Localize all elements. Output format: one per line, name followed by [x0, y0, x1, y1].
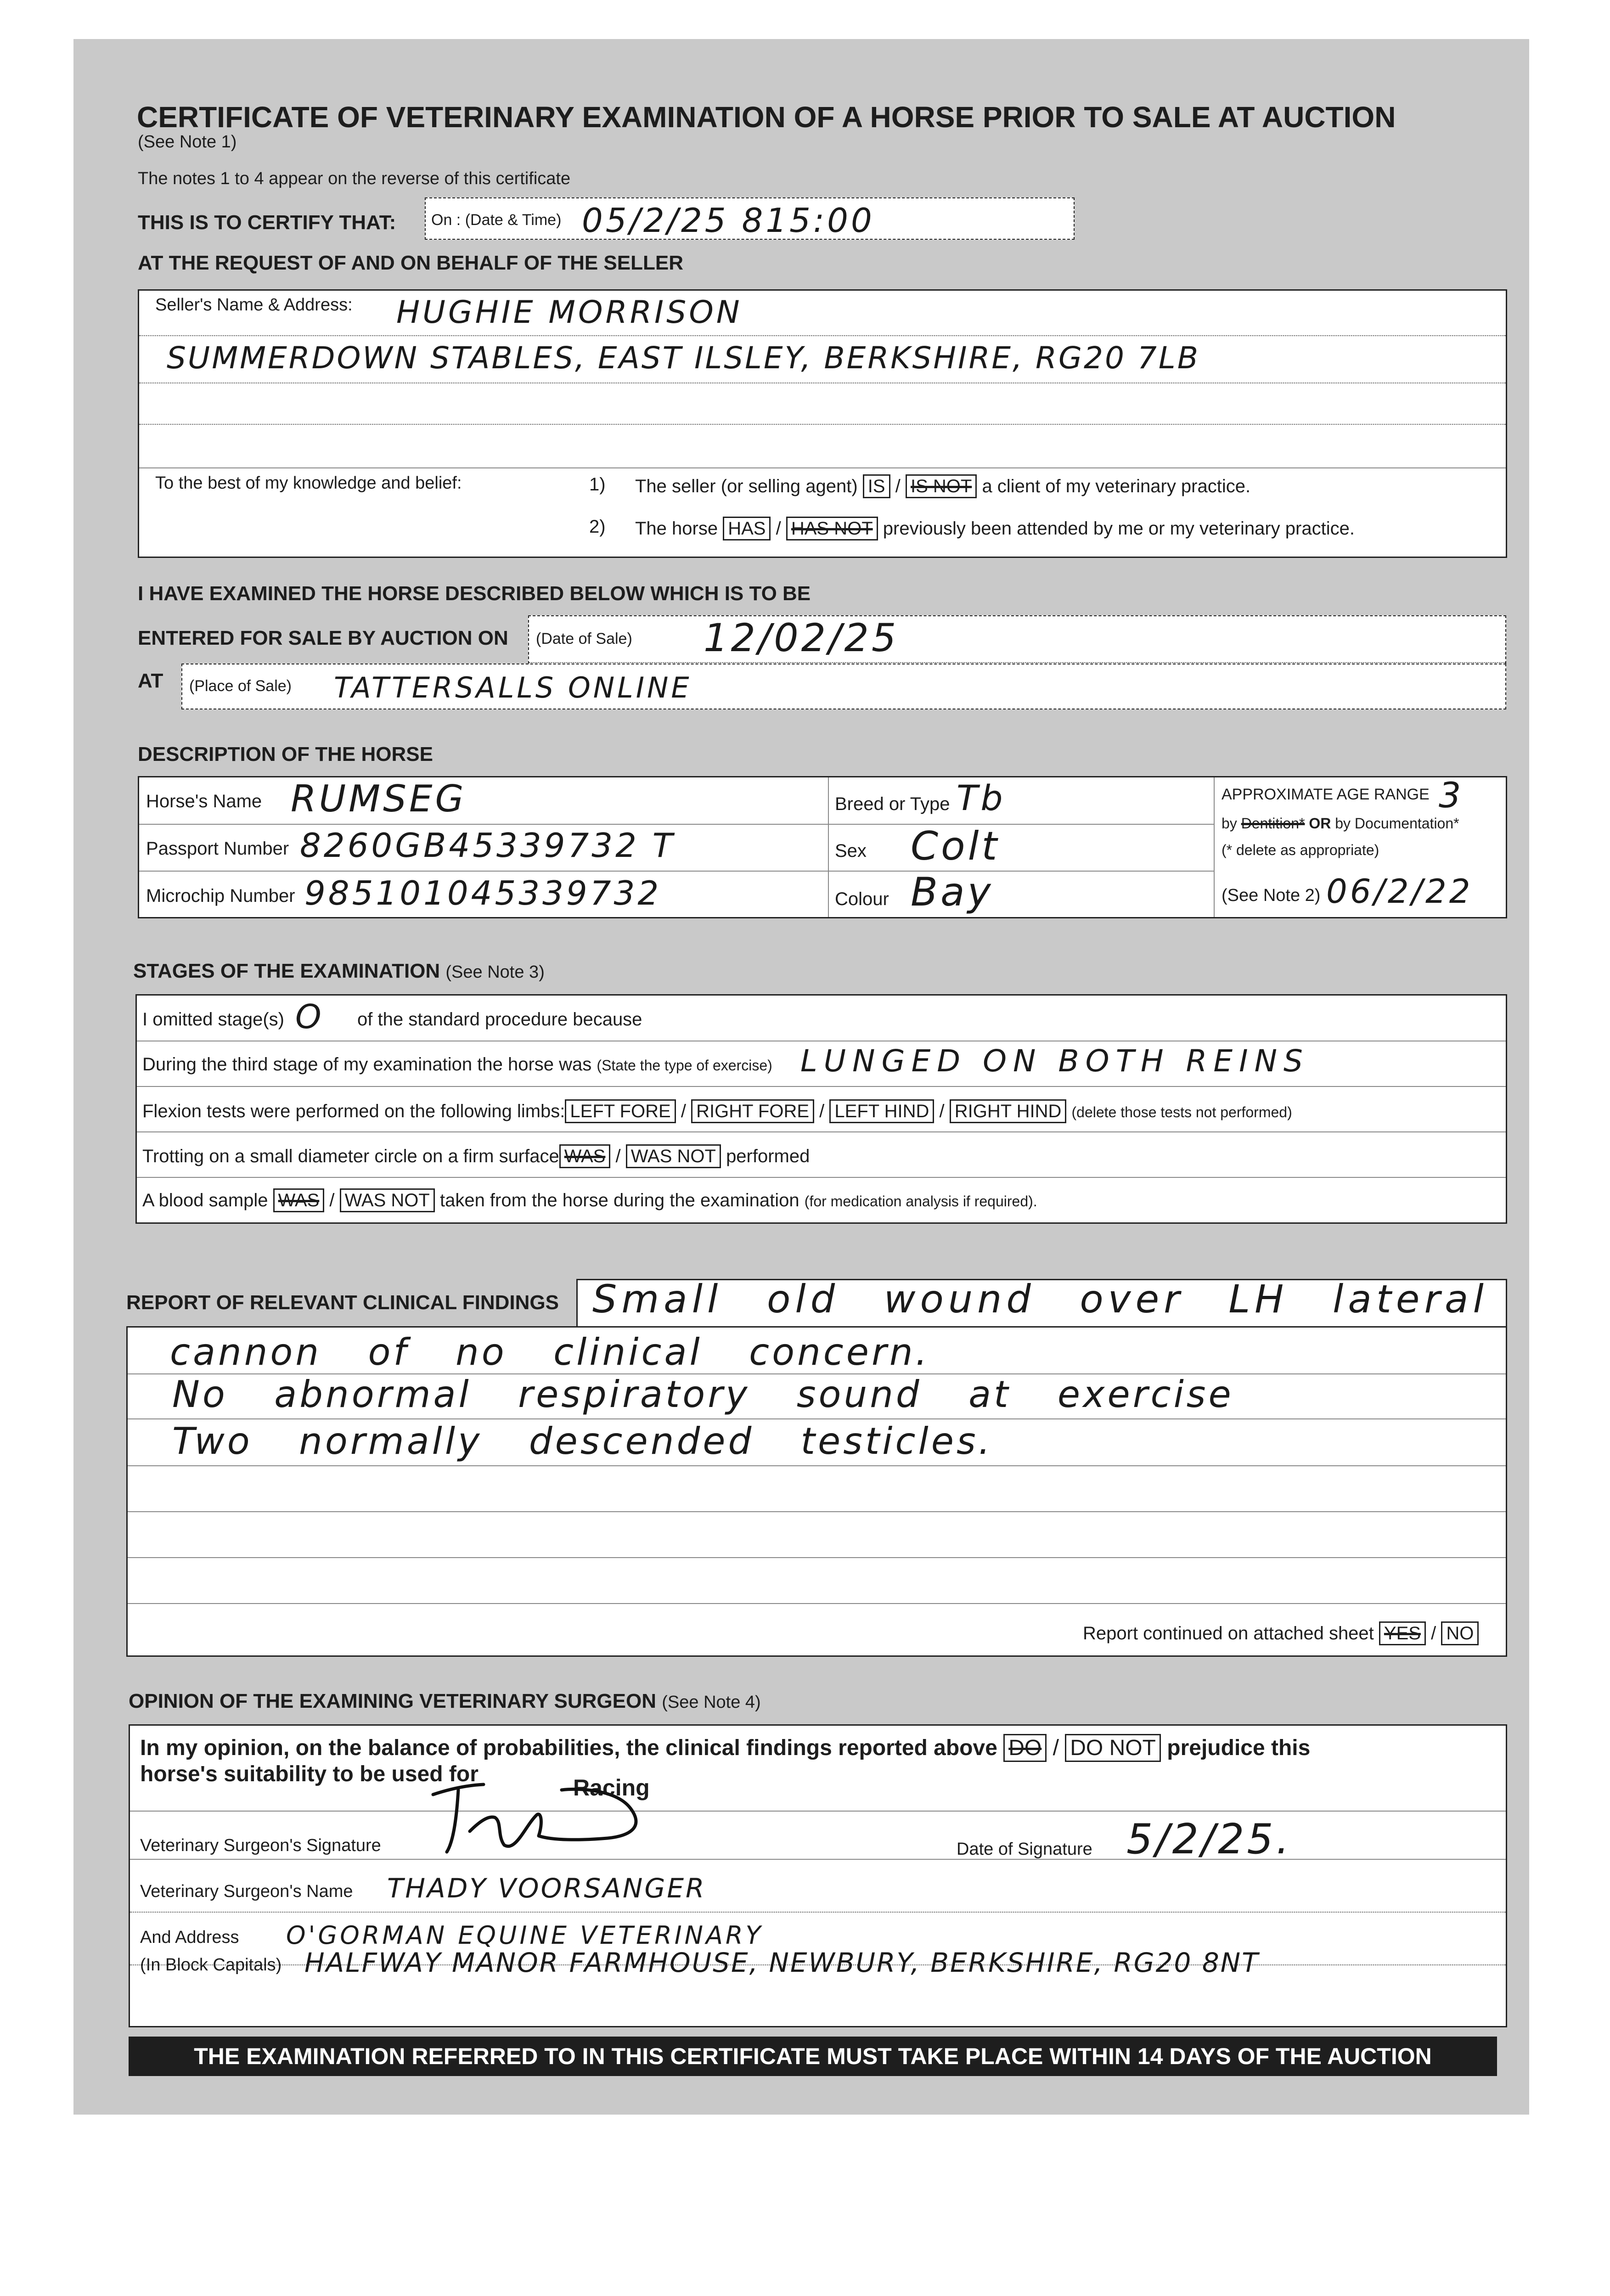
footer-banner: THE EXAMINATION REFERRED TO IN THIS CERTIFICATE MUST TAKE PLACE WITHIN 14 DAYS OF THE AUCTION — [129, 2037, 1497, 2076]
date-of-sale-value[interactable]: 12/02/25 — [704, 615, 899, 660]
trot-was-option[interactable]: WAS — [559, 1144, 611, 1168]
do-not-option[interactable]: DO NOT — [1065, 1734, 1161, 1762]
desc-col-line-2 — [1214, 777, 1215, 917]
see-note-3: (See Note 3) — [445, 962, 545, 982]
certify-label: THIS IS TO CERTIFY THAT: — [138, 211, 396, 234]
notes-line: The notes 1 to 4 appear on the reverse of this certificate — [138, 169, 571, 188]
address-label: And Address — [140, 1928, 239, 1947]
opinion-heading-line — [129, 1690, 761, 1713]
desc-row-line-2 — [139, 871, 1214, 872]
breed-value[interactable]: Tb — [957, 777, 1006, 818]
stmt2-number: 2) — [589, 517, 606, 537]
report-heading: REPORT OF RELEVANT CLINICAL FINDINGS — [126, 1291, 559, 1314]
see-note-2: (See Note 2) — [1222, 886, 1321, 905]
trotting-line: Trotting on a small diameter circle on a firm surface WAS / WAS NOT performed — [142, 1144, 810, 1168]
signature-label: Veterinary Surgeon's Signature — [140, 1836, 381, 1855]
right-hind-option[interactable]: RIGHT HIND — [950, 1099, 1067, 1123]
third-stage-label: During the third stage of my examination the horse was (State the type of exercise) — [142, 1054, 772, 1075]
has-option[interactable]: HAS — [723, 517, 771, 540]
opinion-line-1 — [130, 1811, 1506, 1812]
omitted-stage-value[interactable]: O — [295, 997, 324, 1036]
microchip-label: Microchip Number — [146, 886, 295, 906]
third-stage-value[interactable]: LUNGED ON BOTH REINS — [800, 1043, 1309, 1079]
certificate-title: CERTIFICATE OF VETERINARY EXAMINATION OF A HORSE PRIOR TO SALE AT AUCTION — [137, 101, 1396, 134]
blood-was-not-option[interactable]: WAS NOT — [340, 1188, 435, 1212]
date-of-birth-value[interactable]: 06/2/22 — [1326, 872, 1473, 911]
right-fore-option[interactable]: RIGHT FORE — [691, 1099, 814, 1123]
report-line-6 — [128, 1603, 1506, 1604]
see-note-4: (See Note 4) — [662, 1693, 761, 1712]
report-line-3 — [128, 1465, 1506, 1466]
sex-label: Sex — [835, 841, 867, 861]
stages-row-line-3 — [137, 1131, 1506, 1132]
surgeon-address-line-2[interactable]: HALFWAY MANOR FARMHOUSE, NEWBURY, BERKSHIRE, RG20 8NT — [304, 1947, 1260, 1978]
at-label: AT — [138, 670, 163, 692]
description-heading: DESCRIPTION OF THE HORSE — [138, 743, 433, 765]
surgeon-name-value[interactable]: THADY VOORSANGER — [387, 1873, 706, 1904]
trot-was-not-option[interactable]: WAS NOT — [626, 1144, 721, 1168]
continued-no-option[interactable]: NO — [1441, 1621, 1479, 1645]
date-of-signature-label: Date of Signature — [957, 1840, 1092, 1859]
sex-value[interactable]: Colt — [911, 823, 1000, 869]
seller-client-statement: The seller (or selling agent) IS / IS NOT a client of my veterinary practice. — [635, 474, 1250, 498]
horse-name-label: Horse's Name — [146, 791, 262, 811]
seller-divider — [139, 467, 1506, 468]
exam-date-time-value: 05/2/25 815:00 — [582, 201, 875, 240]
documentation-option[interactable]: by Documentation* — [1335, 815, 1459, 832]
report-line-5 — [128, 1557, 1506, 1558]
stages-heading: STAGES OF THE EXAMINATION — [133, 960, 440, 982]
place-of-sale-label: (Place of Sale) — [189, 677, 292, 695]
surgeon-name-label: Veterinary Surgeon's Name — [140, 1882, 353, 1901]
on-date-time-label: On : (Date & Time) — [431, 211, 562, 229]
delete-note: (* delete as appropriate) — [1222, 842, 1379, 858]
date-time-field[interactable] — [425, 197, 1075, 240]
has-not-option[interactable]: HAS NOT — [786, 517, 878, 540]
report-line-2 — [128, 1418, 1506, 1419]
surgeon-address-line-1[interactable]: O'GORMAN EQUINE VETERINARY — [286, 1921, 764, 1950]
age-range-value[interactable]: 3 — [1439, 775, 1464, 816]
seller-section — [138, 289, 1507, 558]
opinion-line-2 — [130, 1859, 1506, 1860]
desc-row-line-1 — [139, 824, 1214, 825]
colour-value[interactable]: Bay — [911, 869, 994, 915]
is-not-option[interactable]: IS NOT — [906, 474, 977, 498]
colour-label: Colour — [835, 889, 889, 909]
date-of-signature-value[interactable]: 5/2/25. — [1126, 1815, 1292, 1863]
finding-line-3: No abnormal respiratory sound at exercise — [172, 1373, 1234, 1416]
report-line-4 — [128, 1511, 1506, 1512]
is-option[interactable]: IS — [863, 474, 890, 498]
passport-label: Passport Number — [146, 838, 289, 859]
seller-line-1 — [139, 335, 1506, 336]
desc-col-line-1 — [828, 777, 829, 917]
horse-name-value[interactable]: RUMSEG — [291, 777, 467, 820]
stages-heading-line — [133, 960, 545, 983]
request-line: AT THE REQUEST OF AND ON BEHALF OF THE SELLER — [138, 252, 683, 274]
entered-label: ENTERED FOR SALE BY AUCTION ON — [138, 627, 508, 649]
horse-attended-statement: The horse HAS / HAS NOT previously been attended by me or my veterinary practice. — [635, 517, 1355, 540]
finding-line-4: Two normally descended testicles. — [172, 1420, 993, 1463]
passport-value[interactable]: 8260GB45339732 T — [300, 826, 676, 865]
blood-sample-line: A blood sample WAS / WAS NOT taken from the horse during the examination (for medication analysis if required). — [142, 1188, 1037, 1212]
report-continued-line: Report continued on attached sheet YES / NO — [1083, 1621, 1479, 1645]
seller-name-value[interactable]: HUGHIE MORRISON — [396, 294, 743, 331]
stages-row-line-4 — [137, 1177, 1506, 1178]
veterinary-signature — [415, 1772, 653, 1859]
opinion-line2: horse's suitability to be used for — [140, 1762, 478, 1786]
omitted-stage-line: I omitted stage(s) — [142, 1009, 285, 1030]
opinion-heading: OPINION OF THE EXAMINING VETERINARY SURGEON — [129, 1690, 657, 1712]
knowledge-label: To the best of my knowledge and belief: — [155, 473, 462, 493]
description-table — [138, 776, 1507, 918]
flexion-tests-line: Flexion tests were performed on the following limbs: LEFT FORE / RIGHT FORE / LEFT HIND / RIGHT HIND (delete those tests not performed) — [142, 1099, 1292, 1123]
block-capitals-label: (In Block Capitals) — [140, 1955, 282, 1975]
dentition-option[interactable]: Dentition* — [1241, 815, 1305, 832]
opinion-box — [129, 1724, 1507, 2027]
stages-table — [135, 994, 1507, 1224]
opinion-statement: In my opinion, on the balance of probabilities, the clinical findings reported above DO / DO NOT prejudice this — [140, 1734, 1310, 1762]
blood-was-option[interactable]: WAS — [273, 1188, 325, 1212]
microchip-value[interactable]: 985101045339732 — [304, 874, 662, 912]
finding-line-2: cannon of no clinical concern. — [170, 1331, 930, 1373]
do-option[interactable]: DO — [1003, 1734, 1047, 1762]
seller-name-label: Seller's Name & Address: — [155, 295, 353, 315]
seller-address-value[interactable]: SUMMERDOWN STABLES, EAST ILSLEY, BERKSHIRE, RG20 7LB — [167, 340, 1200, 376]
intended-use-value[interactable]: Racing — [573, 1775, 650, 1801]
breed-label: Breed or Type — [835, 794, 950, 814]
date-of-sale-label: (Date of Sale) — [536, 630, 632, 647]
examined-line: I HAVE EXAMINED THE HORSE DESCRIBED BELOW WHICH IS TO BE — [138, 582, 811, 605]
see-note-1: (See Note 1) — [138, 132, 237, 152]
stmt1-number: 1) — [589, 474, 606, 495]
seller-line-3 — [139, 424, 1506, 425]
stages-row-line-2 — [137, 1086, 1506, 1087]
age-method-line: by Dentition* OR by Documentation* — [1222, 815, 1459, 832]
finding-line-1: Small old wound over LH lateral — [592, 1277, 1488, 1322]
continued-yes-option[interactable]: YES — [1379, 1621, 1426, 1645]
sale-divider — [529, 662, 1505, 663]
omitted-reason-label: of the standard procedure because — [357, 1009, 642, 1030]
place-of-sale-value: TATTERSALLS ONLINE — [334, 671, 692, 704]
left-hind-option[interactable]: LEFT HIND — [829, 1099, 934, 1123]
age-range-label: APPROXIMATE AGE RANGE — [1222, 786, 1430, 803]
left-fore-option[interactable]: LEFT FORE — [565, 1099, 676, 1123]
place-of-sale-field[interactable] — [181, 664, 1506, 709]
opinion-line-3 — [130, 1912, 1506, 1913]
